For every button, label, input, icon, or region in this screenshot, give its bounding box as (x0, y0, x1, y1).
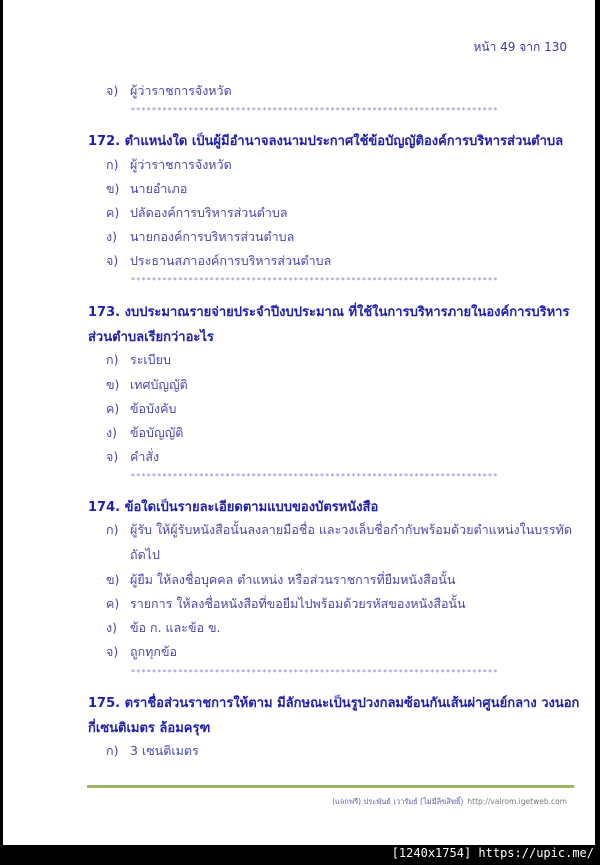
option-label: จ) (106, 253, 119, 268)
question-172: 172. ตำแหน่งใด เป็นผู้มีอำนาจลงนามประกาศใช้ข้อบัญญัติองค์การบริหารส่วนตำบล (88, 134, 564, 149)
option-a (106, 520, 572, 540)
footer-credit (332, 796, 567, 808)
option-label: ง) (106, 620, 117, 635)
option-a (106, 155, 232, 175)
footer-rule (87, 785, 574, 788)
option-text: ปลัดองค์การบริหารส่วนตำบล (130, 205, 288, 220)
option-text: เทศบัญญัติ (130, 377, 188, 392)
option-d (106, 227, 294, 247)
option-e (106, 81, 232, 101)
option-text: รายการ ให้ลงชื่อหนังสือที่ขอยืมไปพร้อมด้วยรหัสของหนังสือนั้น (130, 596, 466, 611)
option-text: ผู้ยืม ให้ลงชื่อบุคคล ตำแหน่ง หรือส่วนราชการที่ยืมหนังสือนั้น (130, 572, 456, 587)
option-e (106, 642, 177, 662)
footer-url-link[interactable]: http://valrom.igetweb.com (467, 797, 567, 806)
option-text: ข้อบัญญัติ (130, 425, 184, 440)
option-text: ผู้ว่าราชการจังหวัด (130, 157, 232, 172)
option-text: ข้อบังคับ (130, 401, 177, 416)
option-c (106, 399, 176, 419)
option-a (106, 350, 171, 370)
option-label: ก) (106, 743, 119, 758)
question-175-line2: กี่เซนติเมตร ล้อมครุฑ (88, 721, 211, 736)
option-label: ค) (106, 596, 120, 611)
option-a-continuation: ถัดไป (130, 547, 160, 562)
option-text: นายกองค์การบริหารส่วนตำบล (130, 229, 295, 244)
separator: ********************************************************************** (131, 276, 499, 285)
option-label: ข) (106, 181, 120, 196)
option-label: ก) (106, 157, 119, 172)
option-label: ค) (106, 401, 120, 416)
option-a (106, 741, 199, 761)
option-text: ระเบียบ (130, 352, 171, 367)
document-page (3, 0, 595, 845)
separator: ********************************************************************** (131, 668, 499, 677)
option-label: ง) (106, 229, 117, 244)
option-label: ก) (106, 352, 119, 367)
option-text: คำสั่ง (130, 449, 160, 464)
option-label: จ) (106, 449, 119, 464)
image-watermark: [1240x1754] https://upic.me/ (391, 846, 594, 860)
option-text: ข้อ ก. และข้อ ข. (130, 620, 221, 635)
option-label: จ) (106, 644, 119, 659)
question-174: 174. ข้อใดเป็นรายละเอียดตามแบบของบัตรหนังสือ (88, 500, 379, 515)
option-text: ผู้รับ ให้ผู้รับหนังสือนั้นลงลายมือชื่อ และวงเล็บชื่อกำกับพร้อมด้วยตำแหน่งในบรรทัด (130, 522, 572, 537)
option-c (106, 203, 288, 223)
option-b (106, 179, 187, 199)
option-c (106, 594, 466, 614)
option-e (106, 251, 331, 271)
page-number: หน้า 49 จาก 130 (473, 40, 567, 54)
option-label: ข) (106, 572, 120, 587)
option-label: ง) (106, 425, 117, 440)
option-text: ถูกทุกข้อ (130, 644, 177, 659)
option-text: 3 เซนติเมตร (130, 743, 199, 758)
option-label: ก) (106, 522, 119, 537)
option-d (106, 423, 183, 443)
option-label: จ) (106, 83, 119, 98)
option-text: ประธานสภาองค์การบริหารส่วนตำบล (130, 253, 332, 268)
option-text: ผู้ว่าราชการจังหวัด (130, 83, 232, 98)
option-label: ข) (106, 377, 120, 392)
option-d (106, 618, 221, 638)
option-text: นายอำเภอ (130, 181, 188, 196)
separator: ********************************************************************** (131, 472, 499, 481)
question-173-line1: 173. งบประมาณรายจ่ายประจำปีงบประมาณ ที่ใช้ในการบริหารภายในองค์การบริหาร (88, 305, 570, 320)
separator: ********************************************************************** (131, 106, 499, 115)
credit-text: (แจกฟรี) ประพันธ์ เวารัมย์ (ไม่มีลิขสิทธิ์) (332, 797, 464, 806)
option-b (106, 375, 188, 395)
option-label: ค) (106, 205, 120, 220)
question-173-line2: ส่วนตำบลเรียกว่าอะไร (88, 330, 214, 345)
option-e (106, 447, 159, 467)
option-b (106, 570, 455, 590)
question-175-line1: 175. ตราชื่อส่วนราชการให้ตาม มีลักษณะเป็นรูปวงกลมซ้อนกันเส้นผ่าศูนย์กลาง วงนอก (88, 696, 580, 711)
